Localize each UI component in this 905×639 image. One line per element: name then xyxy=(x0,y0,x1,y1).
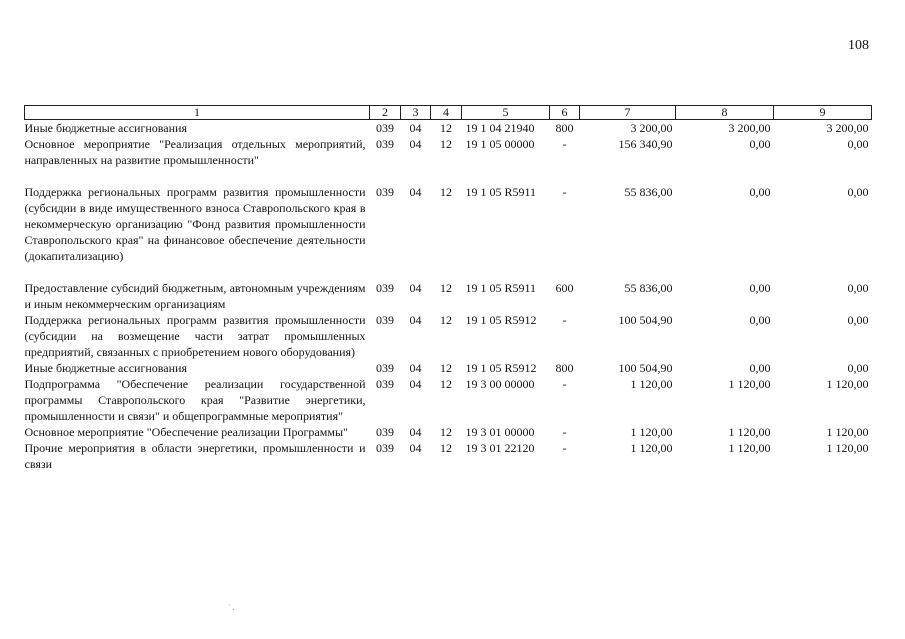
row-amount-1: 1 120,00 xyxy=(630,377,673,391)
row-amount-1: 100 504,90 xyxy=(618,361,673,375)
row-amount-2: 0,00 xyxy=(749,361,771,375)
row-subsection: 12 xyxy=(440,313,452,327)
row-subsection: 12 xyxy=(440,361,452,375)
table-row xyxy=(25,440,872,472)
row-expense-type: - xyxy=(562,313,567,327)
row-amount-3: 0,00 xyxy=(847,137,869,151)
page-number: 108 xyxy=(848,38,869,53)
row-amount-1: 156 340,90 xyxy=(618,137,673,151)
row-amount-2: 1 120,00 xyxy=(728,425,771,439)
row-amount-3: 0,00 xyxy=(847,185,869,199)
row-subsection: 12 xyxy=(440,281,452,295)
row-ministry-code: 039 xyxy=(376,441,394,455)
row-target-article: 19 1 04 21940 xyxy=(465,121,535,135)
table-row xyxy=(25,280,872,312)
row-ministry-code: 039 xyxy=(376,137,394,151)
row-amount-3: 0,00 xyxy=(847,281,869,295)
row-amount-1: 55 836,00 xyxy=(624,281,673,295)
header-col-3: 3 xyxy=(401,106,431,120)
row-name: Предоставление субсидий бюджетным, автономным учреждениям и иным некоммерческим организациям xyxy=(24,281,366,311)
row-section: 04 xyxy=(409,185,422,199)
table-row xyxy=(25,312,872,360)
row-ministry-code: 039 xyxy=(376,281,394,295)
header-col-1: 1 xyxy=(25,106,370,120)
row-section: 04 xyxy=(409,313,422,327)
row-amount-2: 1 120,00 xyxy=(728,441,771,455)
row-name: Иные бюджетные ассигнования xyxy=(24,121,187,135)
row-expense-type: 800 xyxy=(555,361,574,375)
row-section: 04 xyxy=(409,137,422,151)
row-section: 04 xyxy=(409,281,422,295)
table-row xyxy=(25,424,872,440)
row-section: 04 xyxy=(409,377,422,391)
row-name: Основное мероприятие "Реализация отдельных мероприятий, направленных на развитие промышленности" xyxy=(24,137,366,167)
row-target-article: 19 1 05 R5912 xyxy=(465,313,537,327)
row-ministry-code: 039 xyxy=(376,313,394,327)
row-expense-type: - xyxy=(562,377,567,391)
row-amount-1: 55 836,00 xyxy=(624,185,673,199)
row-amount-1: 1 120,00 xyxy=(630,441,673,455)
table-row xyxy=(25,136,872,184)
row-subsection: 12 xyxy=(440,137,452,151)
header-col-2: 2 xyxy=(370,106,401,120)
row-expense-type: - xyxy=(562,441,567,455)
row-target-article: 19 1 05 R5912 xyxy=(465,361,537,375)
row-amount-2: 0,00 xyxy=(749,313,771,327)
budget-table xyxy=(24,105,872,472)
header-row xyxy=(25,106,872,120)
row-name: Иные бюджетные ассигнования xyxy=(24,361,187,375)
row-target-article: 19 1 05 00000 xyxy=(465,137,535,151)
row-expense-type: 800 xyxy=(555,121,574,135)
row-amount-1: 100 504,90 xyxy=(618,313,673,327)
header-col-8: 8 xyxy=(676,106,774,120)
row-name: Поддержка региональных программ развития промышленности (субсидии в виде имущественного взноса Ставропольского края в некоммерческую организацию "Фонд развития промышленности Ставропольского края" на финансовое обеспечение деятельности (докапитализацию) xyxy=(24,185,366,263)
row-amount-3: 1 120,00 xyxy=(826,377,869,391)
row-subsection: 12 xyxy=(440,425,452,439)
row-amount-2: 3 200,00 xyxy=(728,121,771,135)
row-amount-3: 1 120,00 xyxy=(826,425,869,439)
row-name: Прочие мероприятия в области энергетики, промышленности и связи xyxy=(24,441,366,471)
row-target-article: 19 1 05 R5911 xyxy=(465,281,537,295)
row-expense-type: - xyxy=(562,425,567,439)
row-ministry-code: 039 xyxy=(376,121,394,135)
row-target-article: 19 3 01 22120 xyxy=(465,441,535,455)
row-target-article: 19 1 05 R5911 xyxy=(465,185,537,199)
table-row xyxy=(25,184,872,280)
header-col-9: 9 xyxy=(774,106,872,120)
table-row xyxy=(25,120,872,137)
row-subsection: 12 xyxy=(440,441,452,455)
row-section: 04 xyxy=(409,121,422,135)
row-ministry-code: 039 xyxy=(376,377,394,391)
row-expense-type: - xyxy=(562,185,567,199)
row-section: 04 xyxy=(409,425,422,439)
row-name: Основное мероприятие "Обеспечение реализации Программы" xyxy=(24,425,348,439)
row-subsection: 12 xyxy=(440,121,452,135)
row-amount-2: 0,00 xyxy=(749,281,771,295)
row-subsection: 12 xyxy=(440,377,452,391)
table-row xyxy=(25,376,872,424)
row-ministry-code: 039 xyxy=(376,425,394,439)
row-name: Подпрограмма "Обеспечение реализации государственной программы Ставропольского края "Развитие энергетики, промышленности и связи" и общепрограммные мероприятия" xyxy=(24,377,366,423)
row-expense-type: - xyxy=(562,137,567,151)
row-target-article: 19 3 01 00000 xyxy=(465,425,535,439)
table-row xyxy=(25,360,872,376)
row-ministry-code: 039 xyxy=(376,185,394,199)
row-section: 04 xyxy=(409,361,422,375)
row-amount-1: 3 200,00 xyxy=(630,121,673,135)
row-amount-3: 1 120,00 xyxy=(826,441,869,455)
row-amount-2: 0,00 xyxy=(749,185,771,199)
row-amount-3: 0,00 xyxy=(847,313,869,327)
row-ministry-code: 039 xyxy=(376,361,394,375)
header-col-6: 6 xyxy=(550,106,580,120)
header-col-5: 5 xyxy=(462,106,550,120)
row-name: Поддержка региональных программ развития промышленности (субсидии на возмещение части затрат промышленных предприятий, связанных с приобретением нового оборудования) xyxy=(24,313,366,359)
row-amount-3: 3 200,00 xyxy=(826,121,869,135)
row-target-article: 19 3 00 00000 xyxy=(465,377,535,391)
header-col-4: 4 xyxy=(431,106,462,120)
row-amount-1: 1 120,00 xyxy=(630,425,673,439)
scan-speck: ˙ . xyxy=(228,603,235,612)
row-section: 04 xyxy=(409,441,422,455)
header-col-7: 7 xyxy=(580,106,676,120)
row-amount-2: 1 120,00 xyxy=(728,377,771,391)
row-expense-type: 600 xyxy=(555,281,574,295)
row-subsection: 12 xyxy=(440,185,452,199)
row-amount-2: 0,00 xyxy=(749,137,771,151)
row-amount-3: 0,00 xyxy=(847,361,869,375)
